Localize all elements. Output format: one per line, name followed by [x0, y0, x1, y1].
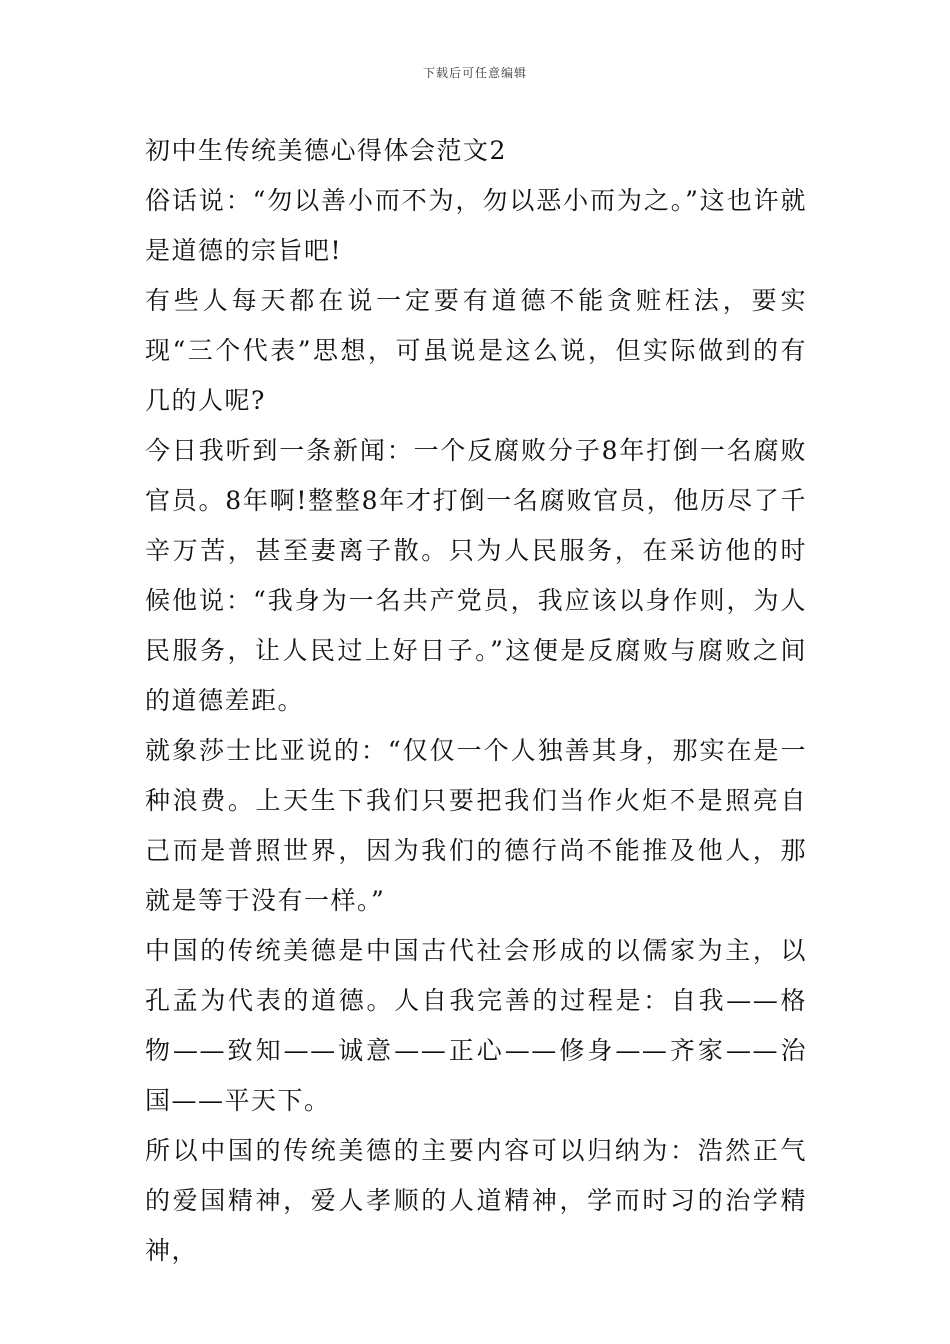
paragraph: 俗话说：“勿以善小而不为，勿以恶小而为之。”这也许就是道德的宗旨吧!	[145, 186, 807, 265]
document-body	[145, 126, 807, 1276]
paragraph: 今日我听到一条新闻：一个反腐败分子8年打倒一名腐败官员。8年啊!整整8年才打倒一名腐败官员，他历尽了千辛万苦，甚至妻离子散。只为人民服务，在采访他的时候他说：“我身为一名共产党员，我应该以身作则，为人民服务，让人民过上好日子。”这便是反腐败与腐败之间的道德差距。	[145, 436, 807, 715]
paragraph: 就象莎士比亚说的：“仅仅一个人独善其身，那实在是一种浪费。上天生下我们只要把我们当作火炬不是照亮自己而是普照世界，因为我们的德行尚不能推及他人，那就是等于没有一样。”	[145, 736, 807, 915]
paragraph: 中国的传统美德是中国古代社会形成的以儒家为主，以孔孟为代表的道德。人自我完善的过程是：自我——格物——致知——诚意——正心——修身——齐家——治国——平天下。	[145, 936, 807, 1115]
paragraph: 所以中国的传统美德的主要内容可以归纳为：浩然正气的爱国精神，爱人孝顺的人道精神，学而时习的治学精神，	[145, 1136, 807, 1265]
paragraph: 有些人每天都在说一定要有道德不能贪赃枉法，要实现“三个代表”思想，可虽说是这么说，但实际做到的有几的人呢?	[145, 286, 807, 415]
document-title: 初中生传统美德心得体会范文2	[145, 136, 507, 165]
page-header-note: 下载后可任意编辑	[422, 66, 527, 80]
